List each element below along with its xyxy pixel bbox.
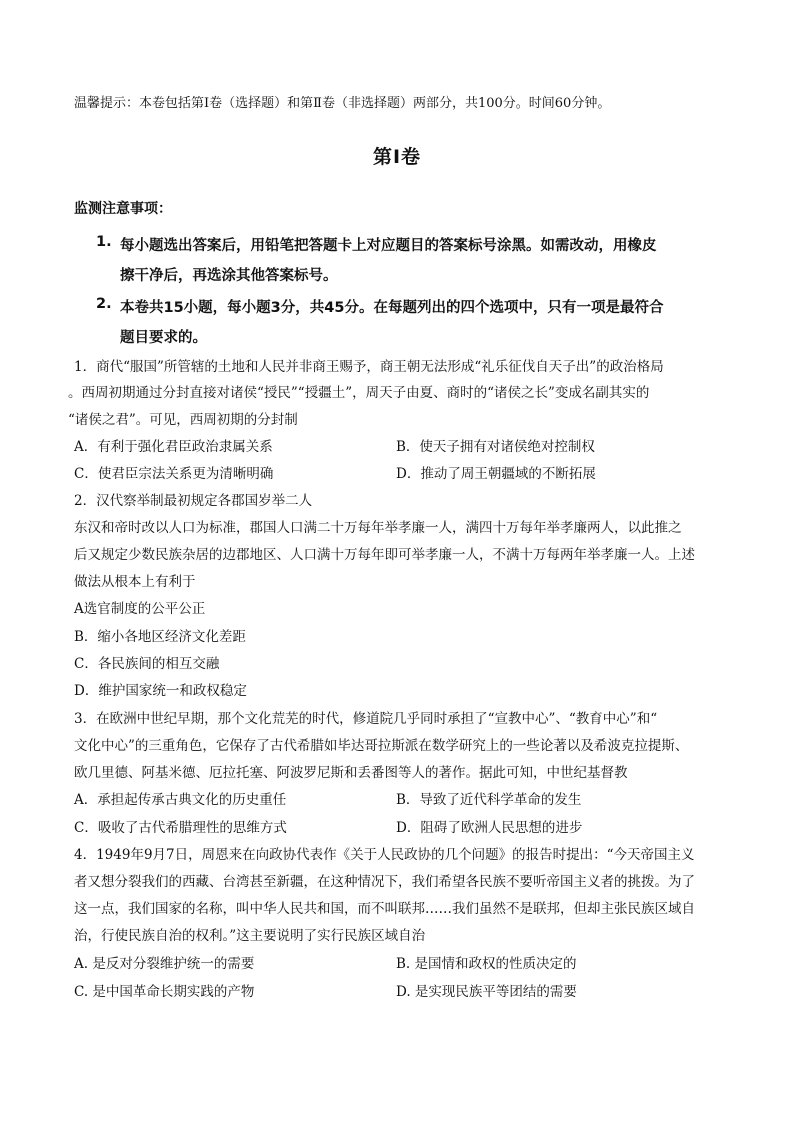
question-4-option-b: B. 是国情和政权的性质决定的 (396, 956, 577, 972)
question-1-option-d: D．推动了周王朝疆域的不断拓展 (396, 466, 596, 482)
question-4-option-c: C. 是中国革命长期实践的产物 (74, 984, 255, 1000)
question-1-option-c: C．使君臣宗法关系更为清晰明确 (74, 466, 274, 482)
question-3-option-d: D．阻碍了欧洲人民思想的进步 (396, 820, 583, 836)
question-3-line: 3．在欧洲中世纪早期，那个文化荒芜的时代，修道院几乎同时承担了“宣教中心”、“教育中心”和“ (74, 711, 658, 727)
question-3-option-b: B．导致了近代科学革命的发生 (396, 792, 582, 808)
question-3-line: 文化中心”的三重角色，它保存了古代希腊如毕达哥拉斯派在数学研究上的一些论著以及希波克拉提斯、 (74, 738, 689, 754)
note-text: 每小题选出答案后，用铅笔把答题卡上对应题目的答案标号涂黑。如需改动，用橡皮 (120, 238, 657, 254)
question-2-line: 后又规定少数民族杂居的边郡地区、人口满十万每年即可举孝廉一人，不满十万每两年举孝廉一人。上述 (74, 547, 695, 563)
note-text: 题目要求的。 (120, 330, 207, 346)
question-4-line: 这一点，我们国家的名称，叫中华人民共和国，而不叫联邦……我们虽然不是联邦，但却主张民族区域自 (74, 901, 695, 917)
question-2-option-d: D．维护国家统一和政权稳定 (74, 683, 247, 699)
question-2-line: 2．汉代察举制最初规定各郡国岁举二人 (74, 493, 313, 509)
question-3-line: 欧几里德、阿基米德、厄拉托塞、阿波罗尼斯和丢番图等人的著作。据此可知，中世纪基督教 (74, 765, 628, 781)
question-2-option-a: A选官制度的公平公正 (74, 601, 206, 617)
question-2-line: 做法从根本上有利于 (74, 574, 196, 590)
question-1-option-b: B．使天子拥有对诸侯绝对控制权 (396, 439, 595, 455)
note-number: 2. (96, 296, 112, 312)
question-2-option-b: B．缩小各地区经济文化差距 (74, 629, 246, 645)
question-4-line: 者又想分裂我们的西藏、台湾甚至新疆，在这种情况下，我们希望各民族不要听帝国主义者的挑拨。为了 (74, 874, 695, 890)
note-number: 1. (96, 234, 112, 250)
question-3-option-a: A．承担起传承古典文化的历史重任 (74, 792, 287, 808)
note-text: 本卷共15小题，每小题3分，共45分。在每题列出的四个选项中，只有一项是最符合 (120, 300, 664, 316)
question-4-line: 治，行使民族自治的权利。”这主要说明了实行民族区域自治 (74, 928, 426, 944)
question-1-line: “诸侯之君”。可见，西周初期的分封制 (68, 412, 298, 428)
note-text: 擦干净后，再选涂其他答案标号。 (120, 268, 338, 284)
question-4-option-d: D. 是实现民族平等团结的需要 (396, 984, 577, 1000)
question-4-line: 4．1949年9月7日，周恩来在向政协代表作《关于人民政协的几个问题》的报告时提出：“今天帝国主义 (74, 847, 695, 863)
question-1-line: 。西周初期通过分封直接对诸侯“授民”“授疆土”，周天子由夏、商时的“诸侯之长”变成名副其实的 (68, 385, 650, 401)
question-4-option-a: A. 是反对分裂维护统一的需要 (74, 956, 255, 972)
volume-title: 第Ⅰ卷 (372, 146, 422, 168)
question-1-option-a: A．有利于强化君臣政治隶属关系 (74, 439, 273, 455)
notes-heading: 监测注意事项： (74, 201, 172, 217)
question-3-option-c: C．吸收了古代希腊理性的思维方式 (74, 820, 287, 836)
question-2-option-c: C．各民族间的相互交融 (74, 656, 220, 672)
question-1-line: 1．商代“服国”所管辖的土地和人民并非商王赐予，商王朝无法形成“礼乐征伐自天子出”的政治格局 (74, 359, 664, 375)
question-2-line: 东汉和帝时改以人口为标准，郡国人口满二十万每年举孝廉一人，满四十万每年举孝廉两人，以此推之 (74, 520, 682, 536)
exam-tip: 温馨提示：本卷包括第Ⅰ卷（选择题）和第Ⅱ卷（非选择题）两部分，共100分。时间60分钟。 (74, 96, 611, 111)
